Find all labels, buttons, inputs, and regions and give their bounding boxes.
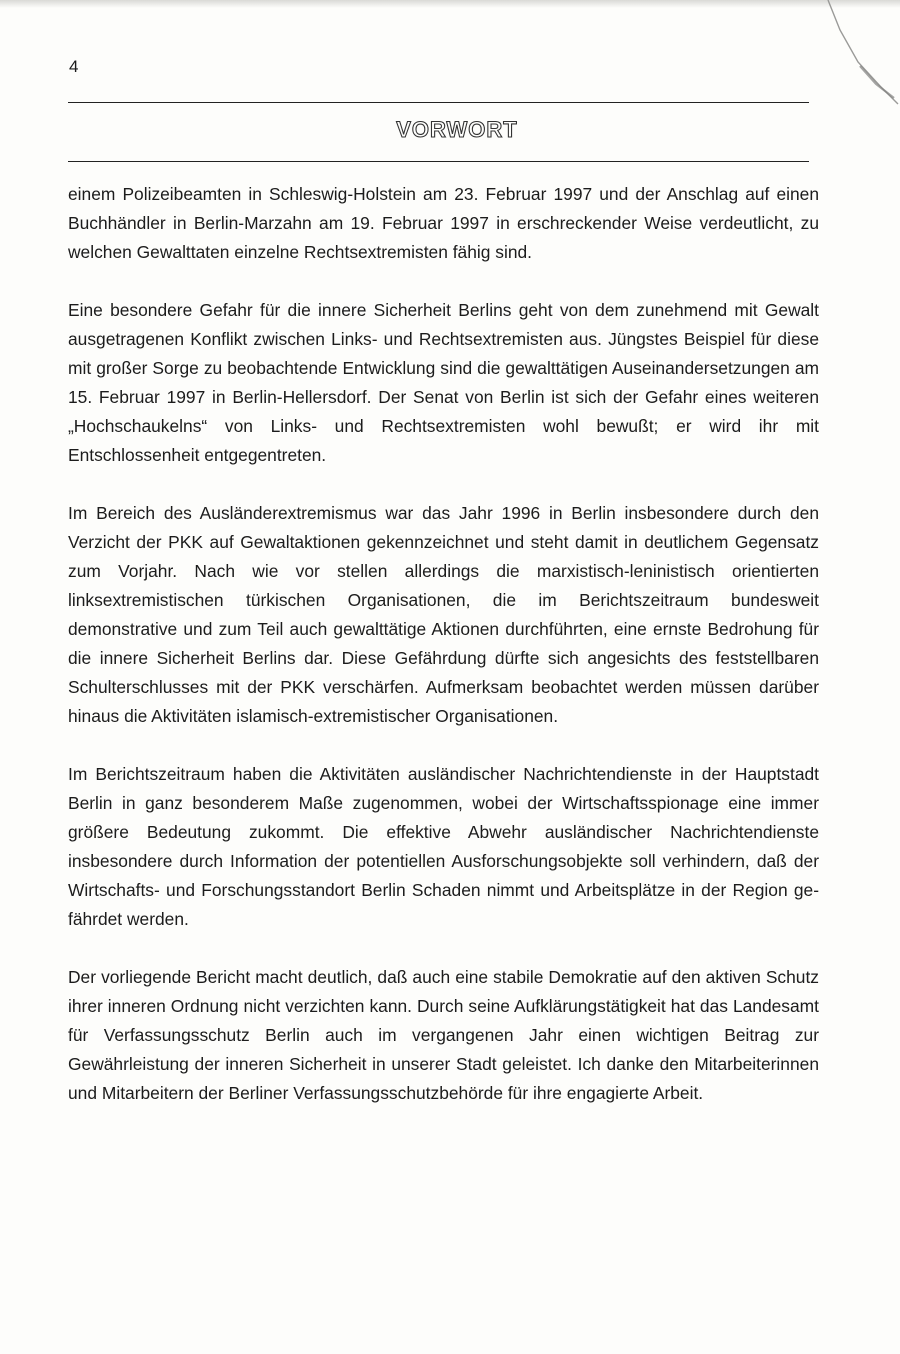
- scan-shadow-edge: [0, 0, 900, 8]
- corner-fold-mark: [810, 0, 900, 120]
- paragraph-2: Eine besondere Gefahr für die innere Sicherheit Berlins geht von dem zunehmend mit Gewalt ausgetragenen Konflikt zwischen Links- und Rechtsextremisten aus. Jüngstes Beispiel für diese mit großer Sorge zu beobachtende Entwicklung sind die gewalttätigen Auseinandersetzungen am 15. Februar 1997 in Berlin-Hellersdorf. Der Senat von Berlin ist sich der Gefahr eines weiteren „Hochschaukelns“ von Links- und Rechtsextremisten wohl bewußt; er wird ihr mit Entschlossenheit entgegentreten.: [68, 300, 819, 465]
- header-rule-bottom: [68, 161, 809, 162]
- page-title: VORWORT: [396, 117, 518, 142]
- paragraph-1: einem Polizeibeamten in Schleswig-Holstein am 23. Februar 1997 und der Anschlag auf einen Buchhändler in Berlin-Marzahn am 19. Februar 1997 in erschreckender Weise verdeutlicht, zu welchen Gewalttaten einzelne Rechtsextremisten fähig sind.: [68, 184, 819, 262]
- paragraph-5: Der vorliegende Bericht macht deutlich, daß auch eine stabile Demokratie auf den aktiven Schutz ihrer inneren Ordnung nicht verzichten kann. Durch seine Aufklärungstätigkeit hat das Landesamt für Verfassungsschutz Berlin auch im vergangenen Jahr einen wichtigen Beitrag zur Gewährleistung der inneren Sicherheit in unserer Stadt geleistet. Ich danke den Mitarbeiterinnen und Mitarbeitern der Berliner Verfassungsschutzbehörde für ihre engagierte Arbeit.: [68, 967, 819, 1103]
- paragraph-4: Im Berichtszeitraum haben die Aktivitäten ausländischer Nachrichtendienste in der Hauptstadt Berlin in ganz besonderem Maße zugenommen, wobei der Wirtschaftsspionage eine immer größere Bedeutung zukommt. Die effektive Abwehr ausländischer Nachrichtendienste insbesondere durch Information der potentiellen Ausforschungsobjekte soll verhindern, daß der Wirtschafts- und Forschungsstandort Berlin Schaden nimmt und Arbeitsplätze in der Region gefährdet werden.: [68, 764, 819, 929]
- body-text: [68, 180, 819, 1108]
- paragraph-3: Im Bereich des Ausländerextremismus war das Jahr 1996 in Berlin insbesondere durch den Verzicht der PKK auf Gewaltaktionen gekennzeichnet und steht damit in deutlichem Gegensatz zum Vorjahr. Nach wie vor stellen allerdings die marxistisch-leninistisch orientierten linksextremistischen türkischen Organisationen, die im Berichtszeitraum bundesweit demonstrative und zum Teil auch gewalttätige Aktionen durchführten, eine ernste Bedrohung für die innere Sicherheit Berlins dar. Diese Gefährdung dürfte sich angesichts des feststellbaren Schulterschlusses mit der PKK verschärfen. Aufmerksam beobachtet werden müssen darüber hinaus die Aktivitäten islamisch-extremistischer Organisationen.: [68, 503, 819, 726]
- header-rule-top: [68, 102, 809, 103]
- page-number: 4: [69, 57, 79, 76]
